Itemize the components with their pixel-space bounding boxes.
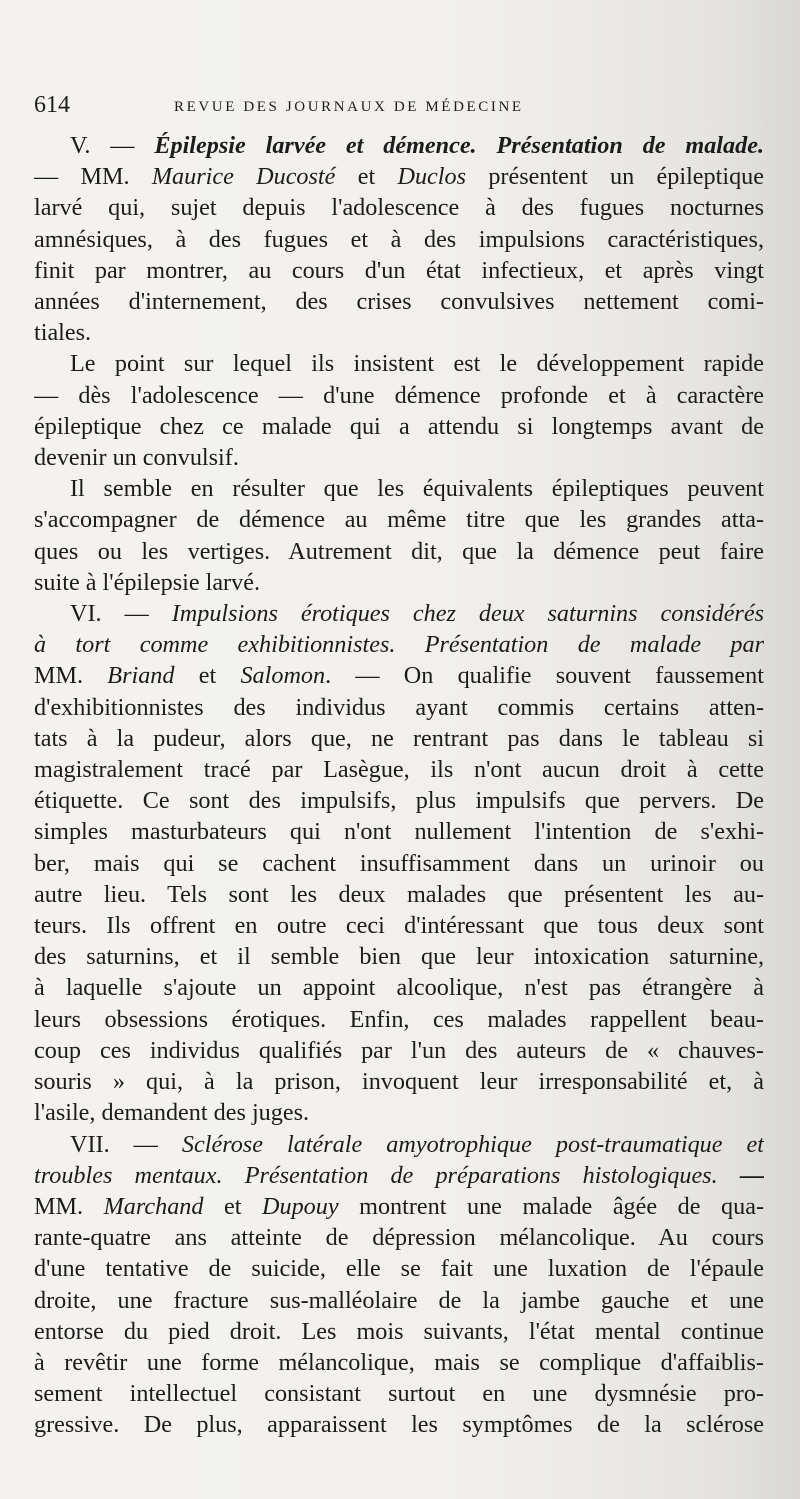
author-name: Salomon [240,662,326,690]
text-line: ber, mais qui se cachent insuffisamment dans un urinoir ou [34,849,764,877]
section-v-heading [34,130,764,161]
text-line: entorse du pied droit. Les mois suivants, l'état mental continue [34,1317,764,1345]
text-line: teurs. Ils offrent en outre ceci d'intéressant que tous deux sont [34,912,764,940]
article-body [34,130,764,1441]
journal-title: REVUE DES JOURNAUX DE MÉDECINE [174,99,524,115]
text-line: Le point sur lequel ils insistent est le développement rapide [70,350,764,378]
section-number: VII. — [70,1130,182,1158]
text-line: droite, une fracture sus-malléolaire de la jambe gauche et une [34,1286,764,1314]
text-line: amnésiques, à des fugues et à des impulsions caractéristiques, [34,225,764,253]
author-name: Duclos [397,163,467,191]
running-head [34,90,764,130]
text-line: années d'internement, des crises convulsives nettement comi- [34,288,764,316]
text-line: simples masturbateurs qui n'ont nullement l'intention de s'exhi- [34,818,764,846]
text-line: Il semble en résulter que les équivalents épileptiques peuvent [70,475,764,503]
section-title-continued: troubles mentaux. Présentation de préparations histologiques. — [34,1161,764,1189]
author-name: Dupouy [262,1192,339,1220]
text-line: étiquette. Ce sont des impulsifs, plus impulsifs que pervers. De [34,787,764,815]
text-line: magistralement tracé par Lasègue, ils n'ont aucun droit à cette [34,756,764,784]
text-line: des saturnins, et il semble bien que leur intoxication saturnine, [34,943,764,971]
text-line: rante-quatre ans atteinte de dépression mélancolique. Au cours [34,1224,764,1252]
text-line: devenir un convulsif. [34,444,239,472]
section-title: Sclérose latérale amyotrophique post-traumatique et [181,1130,764,1158]
text-line: sement intellectuel consistant surtout en une dysmnésie pro- [34,1380,764,1408]
text-line: finit par montrer, au cours d'un état infectieux, et après vingt [34,256,764,284]
text-line: s'accompagner de démence au même titre que les grandes atta- [34,506,764,534]
text-line: épileptique chez ce malade qui a attendu si longtemps avant de [34,412,764,440]
text-line: d'exhibitionnistes des individus ayant commis certains atten- [34,693,764,721]
text-line: d'une tentative de suicide, elle se fait une luxation de l'épaule [34,1255,764,1283]
text-line: leurs obsessions érotiques. Enfin, ces malades rappellent beau- [34,1005,764,1033]
text-line: — MM. Maurice Ducosté et Duclos présentent un épileptique [34,163,764,191]
section-vi-heading [34,598,764,629]
text-line: MM. Briand et Salomon. — On qualifie souvent faussement [34,662,764,690]
text-line: tiales. [34,319,92,347]
text-line: MM. Marchand et Dupouy montrent une malade âgée de qua- [34,1192,764,1220]
section-title: Épilepsie larvée et démence. Présentation de malade. [154,132,764,159]
section-title: Impulsions érotiques chez deux saturnins considérés [171,600,764,628]
page-number: 614 [34,92,70,118]
text-line: ques ou les vertiges. Autrement dit, que la démence peut faire [34,537,764,565]
text-line: à laquelle s'ajoute un appoint alcoolique, n'est pas étrangère à [34,974,764,1002]
section-title-continued: à tort comme exhibitionnistes. Présentation de malade par [34,631,764,659]
author-name: Maurice Ducosté [151,163,336,191]
text-line: suite à l'épilepsie larvé. [34,568,260,596]
text-line: à revêtir une forme mélancolique, mais se complique d'affaiblis- [34,1348,764,1376]
text-line: autre lieu. Tels sont les deux malades que présentent les au- [34,880,764,908]
section-vi [34,598,764,1128]
section-v [34,130,764,598]
section-number: VI. — [70,600,172,628]
section-vii [34,1129,764,1441]
text-line: souris » qui, à la prison, invoquent leur irresponsabilité et, à [34,1068,764,1096]
text-line: — dès l'adolescence — d'une démence profonde et à caractère [34,381,764,409]
text-line: larvé qui, sujet depuis l'adolescence à des fugues nocturnes [34,194,764,222]
author-name: Marchand [103,1192,204,1220]
section-vii-heading [34,1129,764,1160]
text-line: gressive. De plus, apparaissent les symptômes de la sclérose [34,1411,764,1439]
text-line: tats à la pudeur, alors que, ne rentrant pas dans le tableau si [34,724,764,752]
page-content [34,90,764,1439]
author-name: Briand [107,662,175,690]
text-line: l'asile, demandent des juges. [34,1099,310,1127]
section-number: V. — [70,132,155,159]
text-line: coup ces individus qualifiés par l'un des auteurs de « chauves- [34,1036,764,1064]
